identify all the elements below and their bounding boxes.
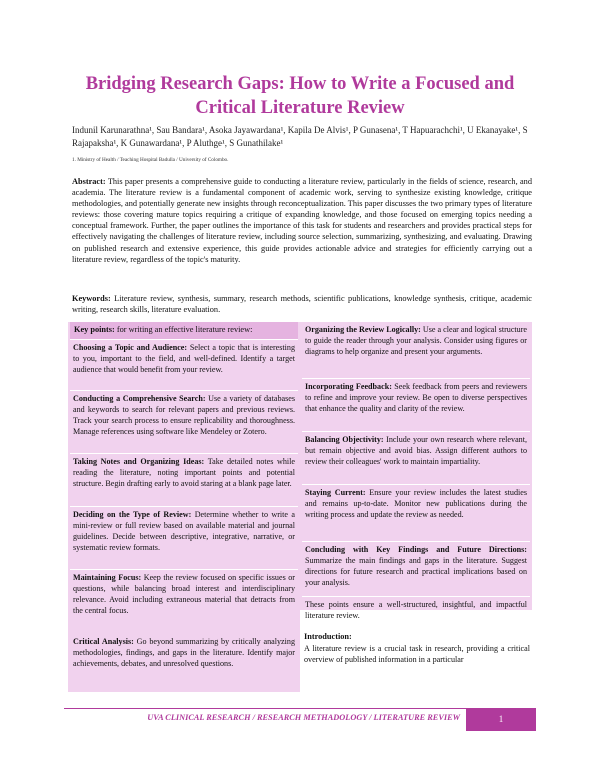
section-taking-notes [70,454,298,506]
page-number: 1 [466,709,536,731]
section-heading: Deciding on the Type of Review: [73,509,192,519]
section-text: Include your own research where relevant, but remain objective and avoid bias. Assign different authors to review their colleagues' work to maintain impartiality. [305,435,527,466]
section-summary-note [302,597,530,625]
section-heading: Choosing a Topic and Audience: [73,342,188,352]
section-text: These points ensure a well-structured, insightful, and impactful literature review. [305,600,527,620]
section-heading: Taking Notes and Organizing Ideas: [73,456,205,466]
keywords-text: Literature review, synthesis, summary, research methods, scientific publications, knowledge synthesis, critique, academic writing, research skills, literature evaluation. [72,294,532,315]
section-text: Go beyond summarizing by critically analyzing methodologies, findings, and gaps in the literature. Identify major achievements, debates, and unresolved questions. [73,636,295,668]
abstract-text: This paper presents a comprehensive guide to conducting a literature review, particularly in the fields of science, research, and academia. The literature review is a fundamental component of academic work, serving to synthesize existing knowledge, critique methodologies, and potentially generate new insights through reconceptualization. This paper discusses the two primary types of literature reviews: those covering mature topics requiring a critique of expanding knowledge, and those focused on emerging topics needing a conceptual framework. Further, the paper outlines the importance of this task for students and researchers and provides practical steps for effectively navigating the challenges of literature review, including source selection, summarizing, synthesizing, and evaluating. Drawing on published research and extensive experience, this guide provides actionable advice and strategies for efficiently carrying out a literature review, regardless of the topic's maturity. [72,177,532,264]
section-text: Keep the review focused on specific issues or questions, while balancing broad interest and interdisciplinary relevance. Avoid including extraneous material that detracts from the central focus. [73,572,295,615]
section-text: Use a clear and logical structure to guide the reader through your analysis. Consider using figures or diagrams to help organize and present your arguments. [305,325,527,356]
key-points-header [70,322,298,339]
section-staying-current [302,485,530,541]
abstract [72,176,532,265]
section-text: Use a variety of databases and keywords to search for relevant papers and previous reviews. Track your search process to ensure replicability and thoroughness. Manage references using software like Mendeley or Zotero. [73,393,295,436]
section-heading: Balancing Objectivity: [305,435,384,444]
section-comprehensive-search [70,391,298,453]
section-text: Take detailed notes while reading the literature, noting important points and potential structure. Begin drafting early to avoid staring at a blank page later. [73,456,295,488]
key-points-left-column [70,322,298,673]
section-type-of-review [70,507,298,569]
section-organizing-review [302,322,530,378]
section-heading: Staying Current: [305,488,366,497]
section-maintaining-focus [70,570,298,626]
key-points-label: Key points: [74,325,115,334]
section-text: Summarize the main findings and gaps in the literature. Suggest directions for future research and practical implications based on your analysis. [305,555,527,587]
section-heading: Critical Analysis: [73,636,134,646]
section-balancing-objectivity [302,432,530,484]
author-list: Indunil Karunarathna¹, Sau Bandara¹, Asoka Jayawardana¹, Kapila De Alvis¹, P Gunasena¹, T Hapuarachchi¹, U Ekanayake¹, S Rajapaksha¹, K Gunawardana¹, P Aluthge¹, S Gunathilake¹ [72,125,528,148]
section-choosing-topic [70,340,298,390]
section-concluding [302,542,530,596]
section-text: Seek feedback from peers and reviewers to refine and improve your review. Be open to diverse perspectives that enhance the quality and clarity of the review. [305,382,527,413]
section-heading: Conducting a Comprehensive Search: [73,393,206,403]
section-heading: Incorporating Feedback: [305,382,392,391]
abstract-label: Abstract: [72,177,106,186]
key-points-right-column [302,322,530,625]
introduction-text: A literature review is a crucial task in research, providing a critical overview of published information in a particular [304,644,530,664]
section-critical-analysis [70,634,298,673]
section-heading: Concluding with Key Findings and Future Directions: [305,545,527,554]
key-points-subtitle: for writing an effective literature review: [116,325,253,334]
section-text: Select a topic that is interesting to you, important to the field, and well-defined. Identify a target audience that would benefit from your review. [73,342,295,374]
affiliation: 1. Ministry of Health / Teaching Hospital Badulla / University of Colombo. [72,157,229,163]
introduction-heading: Introduction: [304,632,352,641]
page-footer [64,708,536,729]
section-text: Ensure your review includes the latest studies and remains up-to-date. Monitor new publications during the writing process and update the review as needed. [305,488,528,519]
footer-running-title: UVA CLINICAL RESEARCH / RESEARCH METHADOLOGY / LITERATURE REVIEW [147,713,460,722]
keywords-label: Keywords: [72,294,111,303]
section-heading: Maintaining Focus: [73,572,142,582]
paper-title: Bridging Research Gaps: How to Write a Focused and Critical Literature Review [85,74,515,118]
section-heading: Organizing the Review Logically: [305,325,421,334]
keywords [72,293,532,315]
section-text: Determine whether to write a mini-review or full review based on available material and journal guidelines. Decide between descriptive, integrative, narrative, or systematic review formats. [73,509,295,552]
section-incorporating-feedback [302,379,530,431]
